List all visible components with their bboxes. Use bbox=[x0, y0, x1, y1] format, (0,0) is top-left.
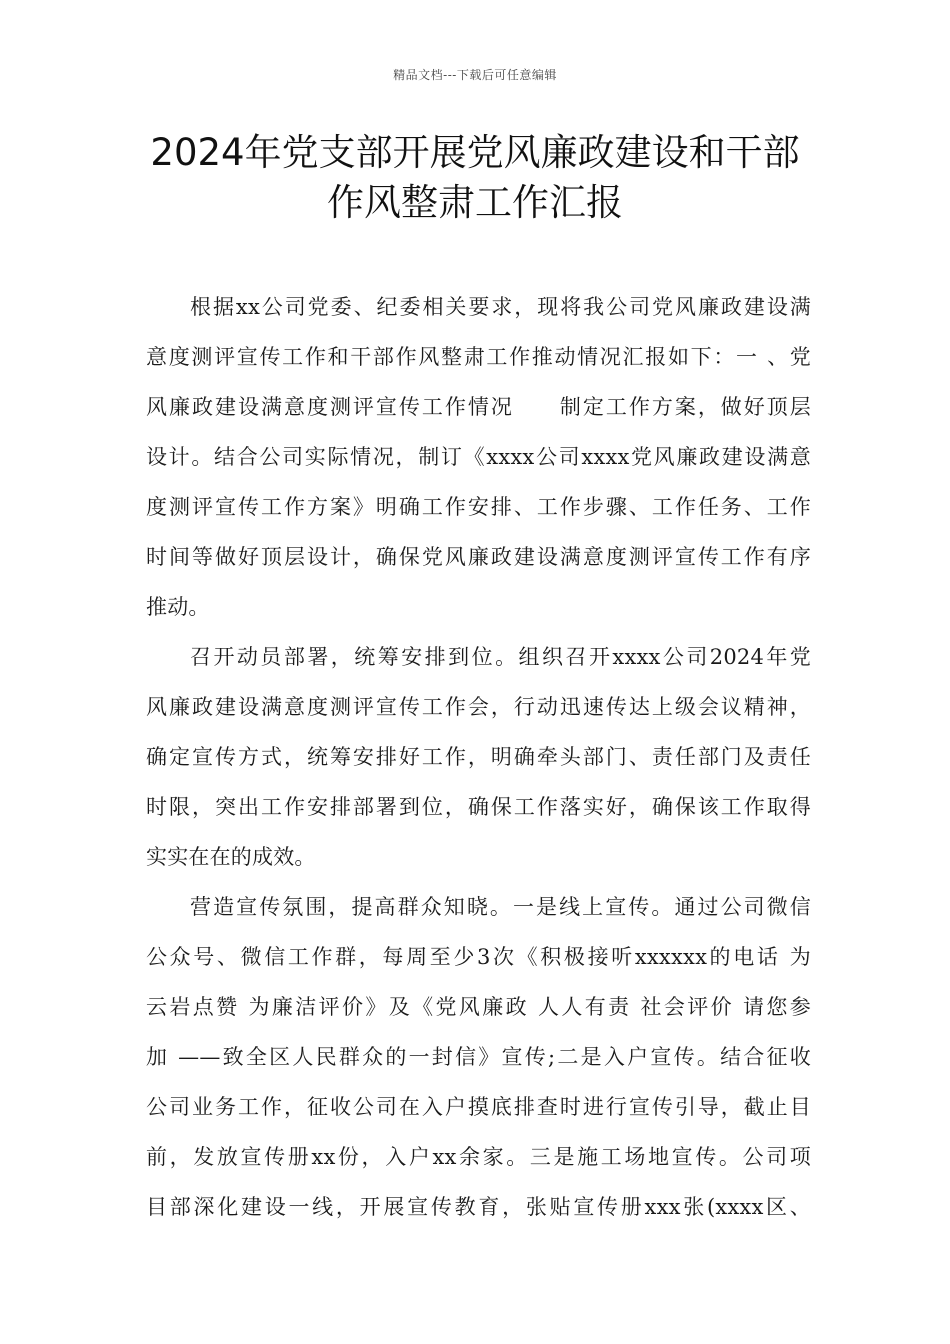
text-line: 目部深化建设一线，开展宣传教育，张贴宣传册xxx张(xxxx区、 bbox=[146, 1195, 811, 1219]
text-line: 前，发放宣传册xx份，入户xx余家。三是施工场地宣传。公司项 bbox=[146, 1145, 811, 1169]
title-line: 2024年党支部开展党风廉政建设和干部 bbox=[150, 131, 800, 174]
header-note: 精品文档---下载后可任意编辑 bbox=[393, 68, 557, 82]
paragraph bbox=[146, 632, 811, 882]
text-line: 风廉政建设满意度测评宣传工作情况 制定工作方案，做好顶层 bbox=[146, 395, 811, 419]
paragraph bbox=[146, 882, 811, 1232]
text-line: 公众号、微信工作群，每周至少3次《积极接听xxxxxx的电话 为 bbox=[146, 945, 811, 969]
title-line: 作风整肃工作汇报 bbox=[327, 181, 623, 224]
text-line: 营造宣传氛围，提高群众知晓。一是线上宣传。通过公司微信 bbox=[190, 895, 811, 919]
text-line: 设计。结合公司实际情况，制订《xxxx公司xxxx党风廉政建设满意 bbox=[146, 445, 811, 469]
text-line: 召开动员部署，统筹安排到位。组织召开xxxx公司2024年党 bbox=[190, 645, 811, 669]
text-line: 风廉政建设满意度测评宣传工作会，行动迅速传达上级会议精神， bbox=[146, 695, 811, 719]
text-line: 确定宣传方式，统筹安排好工作，明确牵头部门、责任部门及责任 bbox=[146, 745, 811, 769]
text-line: 度测评宣传工作方案》明确工作安排、工作步骤、工作任务、工作 bbox=[146, 495, 811, 519]
text-line: 实实在在的成效。 bbox=[146, 845, 316, 869]
text-line: 时限，突出工作安排部署到位，确保工作落实好，确保该工作取得 bbox=[146, 795, 811, 819]
document-title bbox=[100, 128, 850, 228]
text-line: 意度测评宣传工作和干部作风整肃工作推动情况汇报如下：一 、党 bbox=[146, 345, 811, 369]
paragraph bbox=[146, 282, 811, 632]
text-line: 推动。 bbox=[146, 595, 210, 619]
text-line: 公司业务工作，征收公司在入户摸底排查时进行宣传引导，截止目 bbox=[146, 1095, 811, 1119]
text-line: 云岩点赞 为廉洁评价》及《党风廉政 人人有责 社会评价 请您参 bbox=[146, 995, 811, 1019]
text-line: 根据xx公司党委、纪委相关要求，现将我公司党风廉政建设满 bbox=[190, 295, 811, 319]
text-line: 时间等做好顶层设计，确保党风廉政建设满意度测评宣传工作有序 bbox=[146, 545, 811, 569]
document-body bbox=[146, 282, 811, 1232]
text-line: 加 ——致全区人民群众的一封信》宣传;二是入户宣传。结合征收 bbox=[146, 1045, 811, 1069]
